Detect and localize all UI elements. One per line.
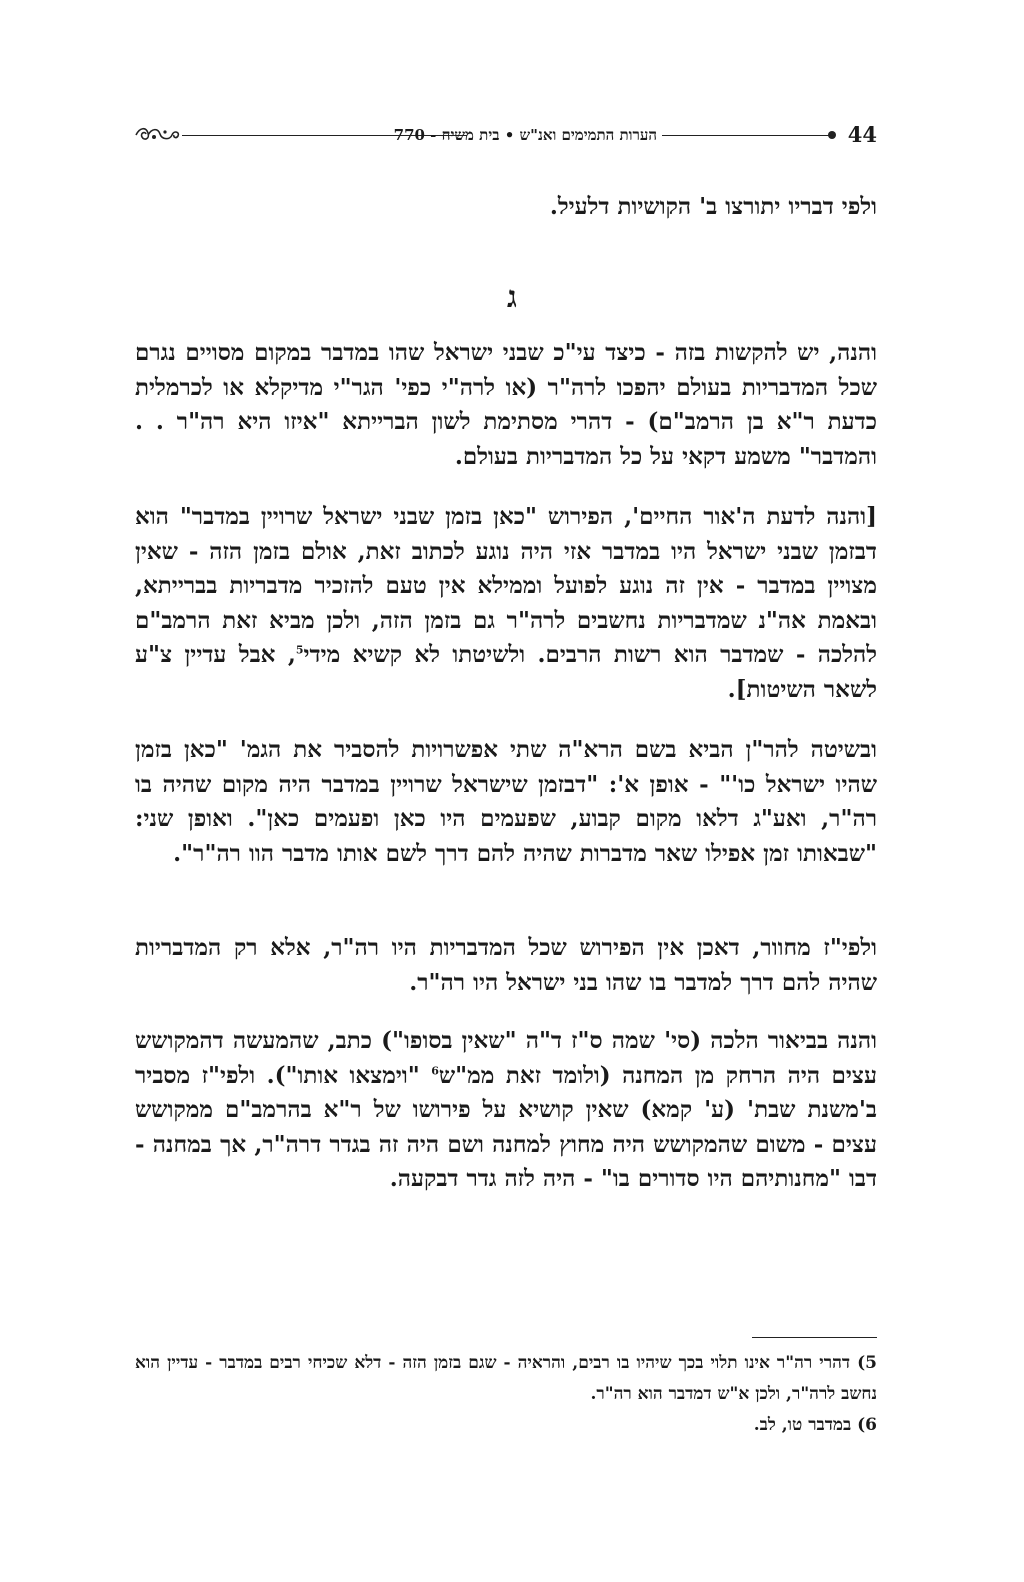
paragraph-3: ובשיטה להר"ן הביא בשם הרא"ה שתי אפשרויות להסביר את הגמ' "כאן בזמן שהיו ישראל כו'" - אופן א': "דבזמן שישראל שרויין במדבר היה מקום שהיה בו רה"ר, ואע"ג דלאו מקום קבוע, שפעמים היו כאן ופעמים כאן". ואופן שני: "שבאותו זמן אפילו שאר מדברות שהיה להם דרך לשם אותו מדבר הוו רה"ר". <box>135 736 877 867</box>
paragraph-5-part-a: והנה בביאור הלכה (סי' שמה ס"ז ד"ה "שאין בסופו") כתב, שהמעשה דהמקושש עצים היה הרחק מן המחנה (ולומד זאת ממ"ש <box>135 1027 877 1089</box>
running-header <box>132 120 877 150</box>
paragraph-2-main: [והנה לדעת ה'אור החיים', הפירוש "כאן בזמן שבני ישראל שרויין במדבר" הוא דבזמן שבני ישראל היו במדבר אזי היה נוגע לכתוב זאת, אולם בזמן הזה - שאין מצויין במדבר - אין זה נוגע לפועל וממילא אין טעם להזכיר מדבריות בברייתא, ובאמת אה"נ שמדבריות נחשבים לרה"ר גם בזמן הזה, ולכן מביא זאת הרמב"ם להלכה - שמדבר הוא רשות הרבים. ולשיטתו לא קשיא מידי <box>135 503 877 669</box>
footnote-6: 6) במדבר טו, לב. <box>753 1415 877 1435</box>
section-heading: ג <box>507 280 517 315</box>
paragraph-5 <box>135 1024 877 1197</box>
footnote-ref-6[interactable]: 6 <box>431 1063 439 1077</box>
header-rule-right <box>662 135 830 136</box>
header-bullet <box>828 131 836 139</box>
intro-line: ולפי דבריו יתורצו ב' הקושיות דלעיל. <box>549 193 877 220</box>
paragraph-2-tail: , אבל עדיין צ"ע לשאר השיטות]. <box>135 641 877 703</box>
footnotes <box>135 1348 877 1441</box>
page-number: 44 <box>847 122 877 147</box>
footnote-separator <box>752 1337 877 1338</box>
ornament-flourish-icon <box>132 122 182 148</box>
footnote-ref-5[interactable]: 5 <box>295 643 304 657</box>
paragraph-4: ולפי"ז מחוור, דאכן אין הפירוש שכל המדבריות היו רה"ר, אלא רק המדבריות שהיה להם דרך למדבר בו שהו בני ישראל היו רה"ר. <box>135 934 877 996</box>
running-title: הערות התמימים ואנ"ש • בית משיח - 770 <box>393 126 657 144</box>
footnote-5: 5) דהרי רה"ר אינו תלוי בכך שיהיו בו רבים, והראיה - שגם בזמן הזה - דלא שכיחי רבים במדבר - עדיין הוא נחשב לרה"ר, ולכן א"ש דמדבר הוא רה"ר. <box>135 1353 877 1404</box>
paragraph-2 <box>135 500 877 708</box>
paragraph-1: והנה, יש להקשות בזה - כיצד עי"כ שבני ישראל שהו במדבר במקום מסויים נגרם שכל המדבריות בעולם יהפכו לרה"ר (או לרה"י כפי' הגר"י מדיקלא או לכרמלית כדעת ר"א בן הרמב"ם) - דהרי מסתימת לשון הברייתא "איזו היא רה"ר . . והמדבר" משמע דקאי על כל המדבריות בעולם. <box>135 339 877 470</box>
paragraph-5-part-b: "וימצאו אותו"). ולפי"ז מסביר ב'משנת שבת' (ע' קמא) שאין קושיא על פירושו של ר"א בהרמב"ם ממקושש עצים - משום שהמקושש היה מחוץ למחנה ושם היה זה בגדר דרה"ר, אך במחנה - דבו "מחנותיהם היו סדורים בו" - היה לזה גדר דבקעה. <box>135 1061 877 1193</box>
